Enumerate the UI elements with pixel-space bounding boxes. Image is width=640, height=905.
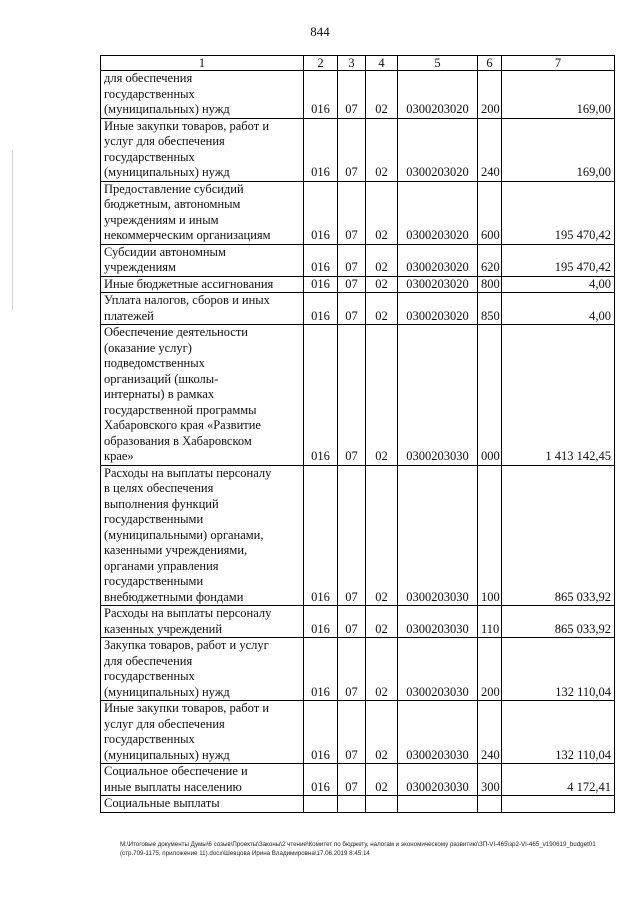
- code-ministry: 016: [304, 465, 338, 606]
- code-expense-type: 200: [478, 71, 502, 119]
- table-row: [101, 118, 615, 181]
- code-ministry: 016: [304, 701, 338, 764]
- amount: 865 033,92: [502, 606, 615, 638]
- col-header-6: 6: [478, 56, 502, 71]
- code-expense-type: 800: [478, 276, 502, 293]
- code-expense-type: [478, 796, 502, 813]
- code-target: 0300203030: [398, 606, 478, 638]
- code-subsection: 02: [366, 181, 398, 244]
- code-target: 0300203020: [398, 118, 478, 181]
- amount: 4 172,41: [502, 764, 615, 796]
- table-row: [101, 181, 615, 244]
- code-target: 0300203030: [398, 764, 478, 796]
- code-ministry: [304, 796, 338, 813]
- code-subsection: [366, 796, 398, 813]
- code-section: 07: [338, 244, 366, 276]
- row-name: Иные закупки товаров, работ и услуг для обеспечения государственных (муниципальных) нужд: [101, 118, 304, 181]
- amount: 169,00: [502, 71, 615, 119]
- code-section: 07: [338, 118, 366, 181]
- code-target: 0300203030: [398, 325, 478, 466]
- amount: 195 470,42: [502, 244, 615, 276]
- table-row: [101, 244, 615, 276]
- code-target: 0300203030: [398, 465, 478, 606]
- row-name: Закупка товаров, работ и услуг для обеспечения государственных (муниципальных) нужд: [101, 638, 304, 701]
- table-row: [101, 325, 615, 466]
- table-row: [101, 606, 615, 638]
- code-target: 0300203030: [398, 638, 478, 701]
- amount: 132 110,04: [502, 638, 615, 701]
- amount: 132 110,04: [502, 701, 615, 764]
- code-subsection: 02: [366, 764, 398, 796]
- amount: 1 413 142,45: [502, 325, 615, 466]
- amount: 195 470,42: [502, 181, 615, 244]
- code-section: 07: [338, 293, 366, 325]
- row-name: Уплата налогов, сборов и иных платежей: [101, 293, 304, 325]
- row-name: Иные бюджетные ассигнования: [101, 276, 304, 293]
- code-expense-type: 620: [478, 244, 502, 276]
- code-expense-type: 300: [478, 764, 502, 796]
- code-ministry: 016: [304, 181, 338, 244]
- code-subsection: 02: [366, 71, 398, 119]
- code-ministry: 016: [304, 118, 338, 181]
- code-target: 0300203020: [398, 71, 478, 119]
- table-row: [101, 465, 615, 606]
- code-section: 07: [338, 764, 366, 796]
- table-row: [101, 764, 615, 796]
- code-target: 0300203030: [398, 701, 478, 764]
- code-subsection: 02: [366, 276, 398, 293]
- code-target: [398, 796, 478, 813]
- margin-rule: [12, 150, 13, 310]
- code-target: 0300203020: [398, 276, 478, 293]
- header-row: [101, 56, 615, 71]
- amount: 4,00: [502, 276, 615, 293]
- code-subsection: 02: [366, 465, 398, 606]
- code-expense-type: 100: [478, 465, 502, 606]
- row-name: Социальные выплаты: [101, 796, 304, 813]
- amount: 169,00: [502, 118, 615, 181]
- code-subsection: 02: [366, 325, 398, 466]
- amount: 4,00: [502, 293, 615, 325]
- code-section: 07: [338, 606, 366, 638]
- col-header-4: 4: [366, 56, 398, 71]
- col-header-7: 7: [502, 56, 615, 71]
- code-expense-type: 110: [478, 606, 502, 638]
- code-ministry: 016: [304, 325, 338, 466]
- page-number: 844: [310, 24, 330, 39]
- table-row: [101, 276, 615, 293]
- code-target: 0300203020: [398, 244, 478, 276]
- code-subsection: 02: [366, 244, 398, 276]
- code-section: [338, 796, 366, 813]
- row-name: Обеспечение деятельности (оказание услуг) подведомственных организаций (школы- интернаты) в рамках государственной программы Хабаровского края «Развитие образования в Хабаровском крае»: [101, 325, 304, 466]
- col-header-1: 1: [101, 56, 304, 71]
- table-row: [101, 796, 615, 813]
- amount: [502, 796, 615, 813]
- table-row: [101, 293, 615, 325]
- code-ministry: 016: [304, 71, 338, 119]
- code-section: 07: [338, 638, 366, 701]
- code-section: 07: [338, 181, 366, 244]
- code-subsection: 02: [366, 293, 398, 325]
- col-header-2: 2: [304, 56, 338, 71]
- code-section: 07: [338, 325, 366, 466]
- code-target: 0300203020: [398, 181, 478, 244]
- code-section: 07: [338, 701, 366, 764]
- table-row: [101, 638, 615, 701]
- code-section: 07: [338, 276, 366, 293]
- code-ministry: 016: [304, 638, 338, 701]
- amount: 865 033,92: [502, 465, 615, 606]
- code-target: 0300203020: [398, 293, 478, 325]
- code-ministry: 016: [304, 606, 338, 638]
- document-path-footer: M:\Итоговые документы Думы\6 созыв\Проекты\Законы\2 чтение\Комитет по бюджету, налогам и экономическому развитию\ЗП-VI-465\зр2-VI-465_v190619_budget01 (стр.709-1175, приложение 11).docx\Шевцова Ирина Владимировна\17.06.2019 8:45:14: [120, 841, 596, 857]
- code-expense-type: 600: [478, 181, 502, 244]
- code-expense-type: 200: [478, 638, 502, 701]
- code-expense-type: 850: [478, 293, 502, 325]
- code-section: 07: [338, 71, 366, 119]
- code-expense-type: 240: [478, 118, 502, 181]
- code-ministry: 016: [304, 276, 338, 293]
- code-expense-type: 240: [478, 701, 502, 764]
- col-header-5: 5: [398, 56, 478, 71]
- code-ministry: 016: [304, 764, 338, 796]
- code-subsection: 02: [366, 638, 398, 701]
- code-ministry: 016: [304, 244, 338, 276]
- table-row: [101, 701, 615, 764]
- table-row: [101, 71, 615, 119]
- row-name: Предоставление субсидий бюджетным, автономным учреждениям и иным некоммерческим организациям: [101, 181, 304, 244]
- code-section: 07: [338, 465, 366, 606]
- budget-table: [100, 55, 615, 813]
- row-name: Иные закупки товаров, работ и услуг для обеспечения государственных (муниципальных) нужд: [101, 701, 304, 764]
- row-name: Субсидии автономным учреждениям: [101, 244, 304, 276]
- row-name: для обеспечения государственных (муниципальных) нужд: [101, 71, 304, 119]
- row-name: Расходы на выплаты персоналу казенных учреждений: [101, 606, 304, 638]
- col-header-3: 3: [338, 56, 366, 71]
- code-subsection: 02: [366, 701, 398, 764]
- code-subsection: 02: [366, 118, 398, 181]
- code-subsection: 02: [366, 606, 398, 638]
- code-expense-type: 000: [478, 325, 502, 466]
- row-name: Расходы на выплаты персоналу в целях обеспечения выполнения функций государственными (муниципальными) органами, казенными учреждениями, органами управления государственными внебюджетными фондами: [101, 465, 304, 606]
- row-name: Социальное обеспечение и иные выплаты населению: [101, 764, 304, 796]
- code-ministry: 016: [304, 293, 338, 325]
